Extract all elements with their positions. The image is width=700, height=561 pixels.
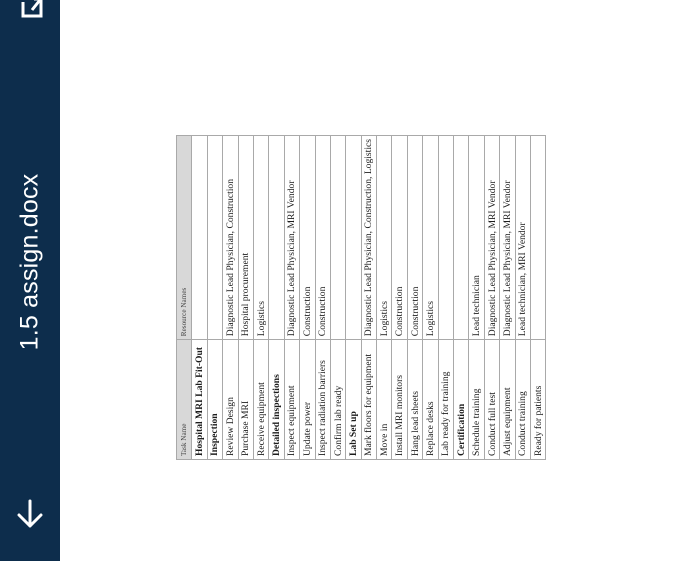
table-row: [253, 136, 268, 460]
task-name-cell: Mark floors for equipment: [361, 340, 376, 460]
task-name-cell: Hospital MRI Lab Fit-Out: [192, 340, 207, 460]
table-row: [238, 136, 253, 460]
resource-names-cell: Hospital procurement: [238, 136, 253, 340]
table-row: [515, 136, 530, 460]
app-bar: [0, 0, 60, 561]
task-name-cell: Receive equipment: [253, 340, 268, 460]
table-row: [500, 136, 515, 460]
resource-names-cell: [192, 136, 207, 340]
resource-names-cell: Construction: [407, 136, 422, 340]
task-name-cell: Lab Set up: [346, 340, 361, 460]
arrow-down-icon[interactable]: [14, 498, 46, 530]
resource-names-cell: Construction: [392, 136, 407, 340]
table-row: [300, 136, 315, 460]
resource-names-cell: [207, 136, 222, 340]
resource-names-cell: [346, 136, 361, 340]
header-task-name: Task Name: [177, 340, 192, 460]
resource-names-cell: [438, 136, 453, 340]
task-name-cell: Conduct training: [515, 340, 530, 460]
table-row: [207, 136, 222, 460]
table-row: [361, 136, 376, 460]
table-row: [454, 136, 469, 460]
header-resource-names: Resource Names: [177, 136, 192, 340]
resource-names-cell: Logistics: [377, 136, 392, 340]
task-name-cell: Conduct full test: [484, 340, 499, 460]
task-name-cell: Lab ready for training: [438, 340, 453, 460]
resource-names-cell: Lead technician: [469, 136, 484, 340]
table-header-row: [177, 136, 192, 460]
task-name-cell: Inspection: [207, 340, 222, 460]
table-row: [330, 136, 345, 460]
share-icon[interactable]: [20, 0, 44, 20]
task-name-cell: Confirm lab ready: [330, 340, 345, 460]
task-name-cell: Schedule training: [469, 340, 484, 460]
table-row: [223, 136, 238, 460]
resource-names-cell: Diagnostic Lead Physician, Construction: [223, 136, 238, 340]
table-row: [392, 136, 407, 460]
resource-names-cell: Construction: [300, 136, 315, 340]
task-name-cell: Update power: [300, 340, 315, 460]
task-name-cell: Move in: [377, 340, 392, 460]
resource-names-cell: Logistics: [253, 136, 268, 340]
task-name-cell: Ready for patients: [530, 340, 545, 460]
task-name-cell: Hang lead sheets: [407, 340, 422, 460]
resource-names-cell: Construction: [315, 136, 330, 340]
task-name-cell: Inspect radiation barriers: [315, 340, 330, 460]
resource-names-cell: [454, 136, 469, 340]
document-title: 1.5 assign.docx: [15, 173, 44, 351]
resource-names-cell: Diagnostic Lead Physician, MRI Vendor: [500, 136, 515, 340]
table-row: [192, 136, 207, 460]
resource-names-cell: Diagnostic Lead Physician, Construction, Logistics: [361, 136, 376, 340]
task-name-cell: Adjust equipment: [500, 340, 515, 460]
resource-names-cell: [530, 136, 545, 340]
resource-names-cell: Lead technician, MRI Vendor: [515, 136, 530, 340]
resource-names-cell: [330, 136, 345, 340]
task-name-cell: Certification: [454, 340, 469, 460]
task-name-cell: Install MRI monitors: [392, 340, 407, 460]
table-row: [423, 136, 438, 460]
table-row: [315, 136, 330, 460]
table-row: [269, 136, 284, 460]
table-row: [284, 136, 299, 460]
table-row: [484, 136, 499, 460]
table-row: [469, 136, 484, 460]
task-name-cell: Review Design: [223, 340, 238, 460]
task-name-cell: Replace desks: [423, 340, 438, 460]
table-row: [346, 136, 361, 460]
document-page: [176, 135, 549, 460]
table-row: [407, 136, 422, 460]
task-name-cell: Detailed inspections: [269, 340, 284, 460]
table-row: [438, 136, 453, 460]
resource-names-cell: Diagnostic Lead Physician, MRI Vendor: [284, 136, 299, 340]
resource-names-cell: [269, 136, 284, 340]
table-row: [377, 136, 392, 460]
resource-names-cell: Logistics: [423, 136, 438, 340]
task-table-body: [192, 136, 546, 460]
task-name-cell: Purchase MRI: [238, 340, 253, 460]
task-name-cell: Inspect equipment: [284, 340, 299, 460]
resource-names-cell: Diagnostic Lead Physician, MRI Vendor: [484, 136, 499, 340]
task-table: [176, 135, 546, 460]
table-row: [530, 136, 545, 460]
